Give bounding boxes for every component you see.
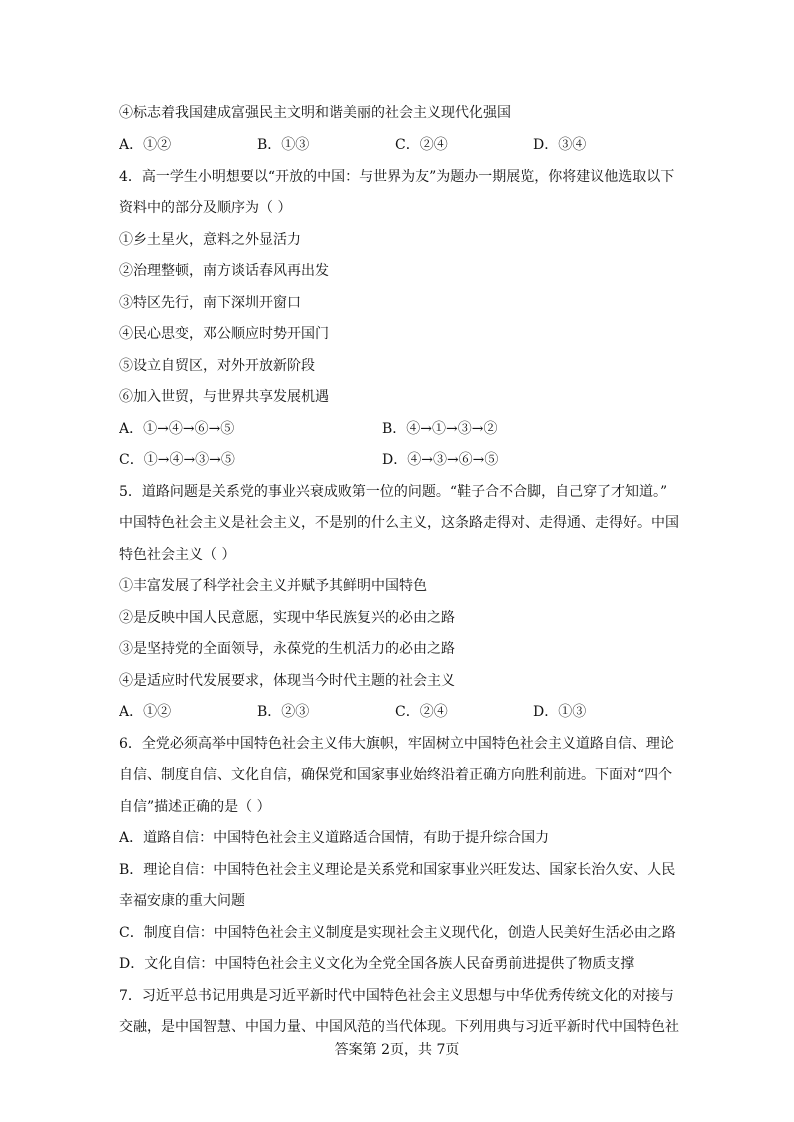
q4-option-d: D．④→③→⑥→⑤ — [382, 452, 499, 468]
q4-item-6: ⑥加入世贸，与世界共享发展机遇 — [119, 389, 329, 405]
q4-item-2: ②治理整顿，南方谈话春风再出发 — [119, 263, 329, 279]
q5-option-d: D．①③ — [533, 704, 587, 720]
q3-item-4: ④标志着我国建成富强民主文明和谐美丽的社会主义现代化强国 — [119, 105, 511, 121]
q4-options-row-2 — [119, 445, 679, 477]
q4-options-row-1 — [119, 414, 679, 446]
q5-stem-line-3: 特色社会主义（ ） — [119, 546, 236, 563]
q3-option-c: C．②④ — [395, 137, 448, 153]
q3-options — [119, 130, 679, 162]
q6-option-a: A．道路自信：中国特色社会主义道路适合国情，有助于提升综合国力 — [119, 830, 550, 846]
q6-stem-line-2: 自信、制度自信、文化自信，确保党和国家事业始终沿着正确方向胜利前进。下面对“四个 — [119, 767, 673, 783]
q3-option-d: D．③④ — [533, 137, 587, 153]
q5-option-a: A．①② — [119, 704, 172, 720]
q6-stem-line-1: 6．全党必须高举中国特色社会主义伟大旗帜，牢固树立中国特色社会主义道路自信、理论 — [119, 735, 674, 752]
q5-item-2: ②是反映中国人民意愿，实现中华民族复兴的必由之路 — [119, 609, 455, 626]
q6-stem-line-3: 自信”描述正确的是（ ） — [119, 798, 271, 815]
q4-option-a: A．①→④→⑥→⑤ — [119, 420, 235, 437]
q5-item-4: ④是适应时代发展要求，体现当今时代主题的社会主义 — [119, 672, 455, 689]
q4-item-1: ①乡土星火，意料之外显活力 — [119, 231, 301, 248]
q5-stem-line-1: 5．道路问题是关系党的事业兴衰成败第一位的问题。“鞋子合不合脚，自己穿了才知道。” — [119, 483, 668, 500]
q3-option-b: B．①③ — [257, 137, 310, 153]
q5-option-b: B．②③ — [257, 704, 310, 720]
q7-stem-line-2: 交融，是中国智慧、中国力量、中国风范的当代体现。下列用典与习近平新时代中国特色社 — [119, 1019, 679, 1035]
q5-option-c: C．②④ — [395, 704, 448, 720]
q5-item-1: ①丰富发展了科学社会主义并赋予其鲜明中国特色 — [119, 578, 427, 594]
page-content — [119, 97, 679, 1044]
q6-option-b-line-1: B．理论自信：中国特色社会主义理论是关系党和国家事业兴旺发达、国家长治久安、人民 — [119, 861, 676, 878]
q3-option-a: A．①② — [119, 137, 172, 153]
q7-stem-line-1: 7．习近平总书记用典是习近平新时代中国特色社会主义思想与中华优秀传统文化的对接与 — [119, 987, 674, 1004]
q5-stem-line-2: 中国特色社会主义是社会主义，不是别的什么主义，这条路走得对、走得通、走得好。中国 — [119, 515, 679, 531]
q4-item-4: ④民心思变，邓公顺应时势开国门 — [119, 326, 329, 342]
q4-item-3: ③特区先行，南下深圳开窗口 — [119, 294, 301, 311]
page-footer: 答案第 2页，共 7页 — [334, 1042, 460, 1058]
q4-stem-line-1: 4．高一学生小明想要以“开放的中国：与世界为友”为题办一期展览，你将建议他选取以下 — [119, 168, 675, 185]
q6-option-d: D．文化自信：中国特色社会主义文化为全党全国各族人民奋勇前进提供了物质支撑 — [119, 956, 635, 972]
q5-item-3: ③是坚持党的全面领导，永葆党的生机活力的必由之路 — [119, 641, 455, 657]
q4-item-5: ⑤设立自贸区，对外开放新阶段 — [119, 357, 315, 374]
q4-option-b: B．④→①→③→② — [382, 420, 498, 437]
q5-options — [119, 697, 679, 729]
q4-stem-line-2: 资料中的部分及顺序为（ ） — [119, 200, 292, 216]
q6-option-b-line-2: 幸福安康的重大问题 — [119, 893, 245, 909]
q6-option-c: C．制度自信：中国特色社会主义制度是实现社会主义现代化，创造人民美好生活必由之路 — [119, 924, 676, 941]
q4-option-c: C．①→④→③→⑤ — [119, 452, 235, 468]
